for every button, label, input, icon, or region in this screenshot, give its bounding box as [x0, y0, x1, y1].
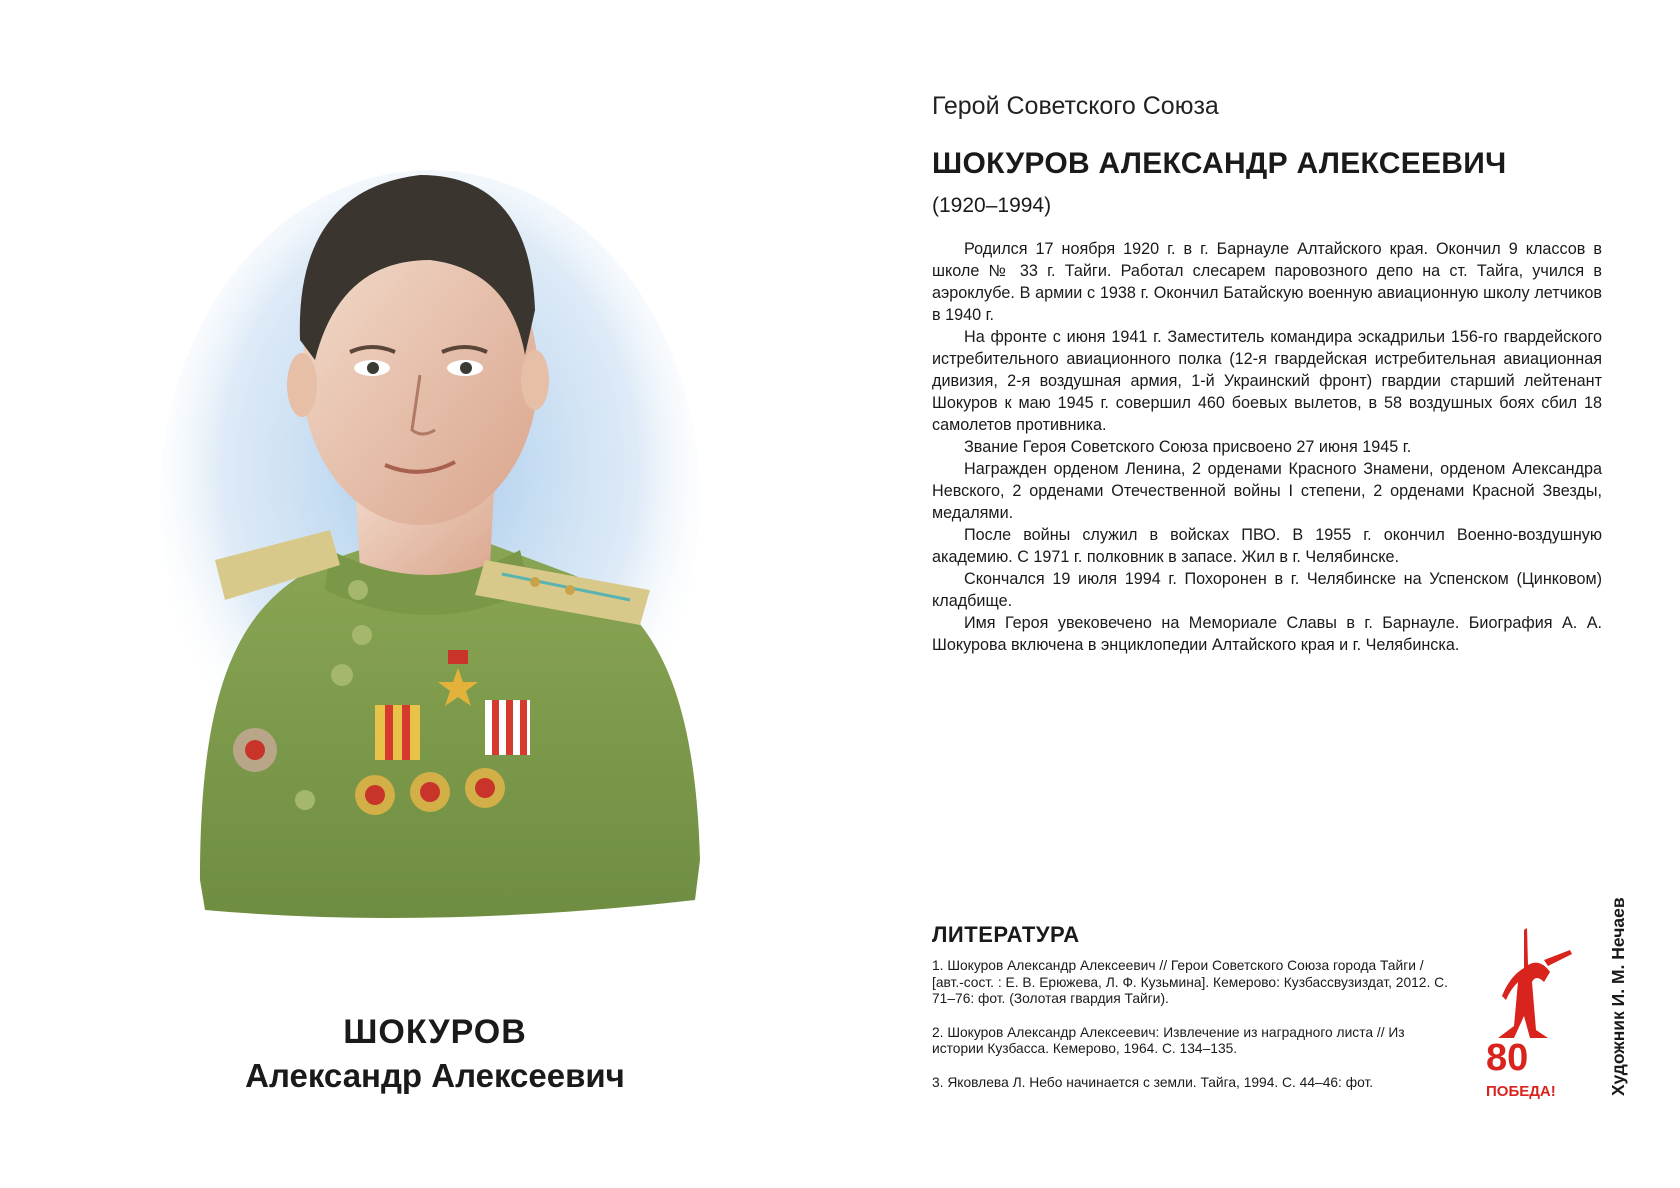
page-subtitle: Герой Советского Союза — [932, 92, 1219, 120]
literature-item: 1. Шокуров Александр Алексеевич // Герои Советского Союза города Тайги / [авт.-сост. : Е. В. Ерюжева, Л. Ф. Кузьмина]. Кемерово: Кузбассвузиздат, 2012. С. 71–76: фот. (Золотая гвардия Тайги). — [932, 958, 1448, 1006]
hero-portrait — [130, 120, 740, 970]
artist-credit: Художник И. М. Нечаев — [1608, 897, 1628, 1096]
bio-paragraph: Награжден орденом Ленина, 2 орденами Красного Знамени, орденом Александра Невского, 2 орденами Отечественной войны I степени, 2 орденами Красной Звезды, медалями. — [932, 460, 1602, 522]
life-years: (1920–1994) — [932, 194, 1052, 217]
victory-80-logo — [1484, 920, 1578, 1100]
logo-number: 80 — [1486, 1037, 1529, 1079]
literature-item: 2. Шокуров Александр Алексеевич: Извлечение из наградного листа // Из истории Кузбасса. Кемерово, 1964. С. 134–135. — [932, 1024, 1405, 1056]
portrait-icon — [130, 120, 740, 970]
logo-label: ПОБЕДА! — [1486, 1083, 1556, 1100]
literature-item: 3. Яковлева Л. Небо начинается с земли. Тайга, 1994. С. 44–46: фот. — [932, 1074, 1374, 1090]
biography — [932, 238, 1602, 656]
literature-list — [932, 958, 1452, 1108]
literature-heading: ЛИТЕРАТУРА — [932, 922, 1080, 947]
bio-paragraph: Имя Героя увековечено на Мемориале Славы в г. Барнауле. Биография А. А. Шокурова включена в энциклопедии Алтайского края и г. Челябинска. — [932, 614, 1602, 654]
portrait-caption — [130, 1010, 740, 1098]
victory-logo-icon — [1484, 920, 1578, 1100]
bio-paragraph: На фронте с июня 1941 г. Заместитель командира эскадрильи 156-го гвардейского истребительного авиационного полка (12-я гвардейская истребительная авиационная дивизия, 2-я воздушная армия, 1-й Украинский фронт) гвардии старший лейтенант Шокуров к маю 1945 г. совершил 460 боевых вылетов, в 58 воздушных боях сбил 18 самолетов противника. — [932, 328, 1602, 434]
bio-paragraph: После войны служил в войсках ПВО. В 1955 г. окончил Военно-воздушную академию. С 1971 г. полковник в запасе. Жил в г. Челябинске. — [932, 526, 1602, 566]
caption-given-names: Александр Алексеевич — [245, 1057, 625, 1094]
caption-surname: ШОКУРОВ — [343, 1013, 527, 1051]
bio-paragraph: Звание Героя Советского Союза присвоено 27 июня 1945 г. — [964, 438, 1412, 456]
bio-paragraph: Родился 17 ноября 1920 г. в г. Барнауле Алтайского края. Окончил 9 классов в школе № 33 г. Тайги. Работал слесарем паровозного депо на ст. Тайга, учился в аэроклубе. В армии с 1938 г. Окончил Батайскую военную авиационную школу летчиков в 1940 г. — [932, 240, 1602, 324]
bio-paragraph: Скончался 19 июля 1994 г. Похоронен в г. Челябинске на Успенском (Цинковом) кладбище. — [932, 570, 1602, 610]
page-title: ШОКУРОВ АЛЕКСАНДР АЛЕКСЕЕВИЧ — [932, 147, 1507, 180]
